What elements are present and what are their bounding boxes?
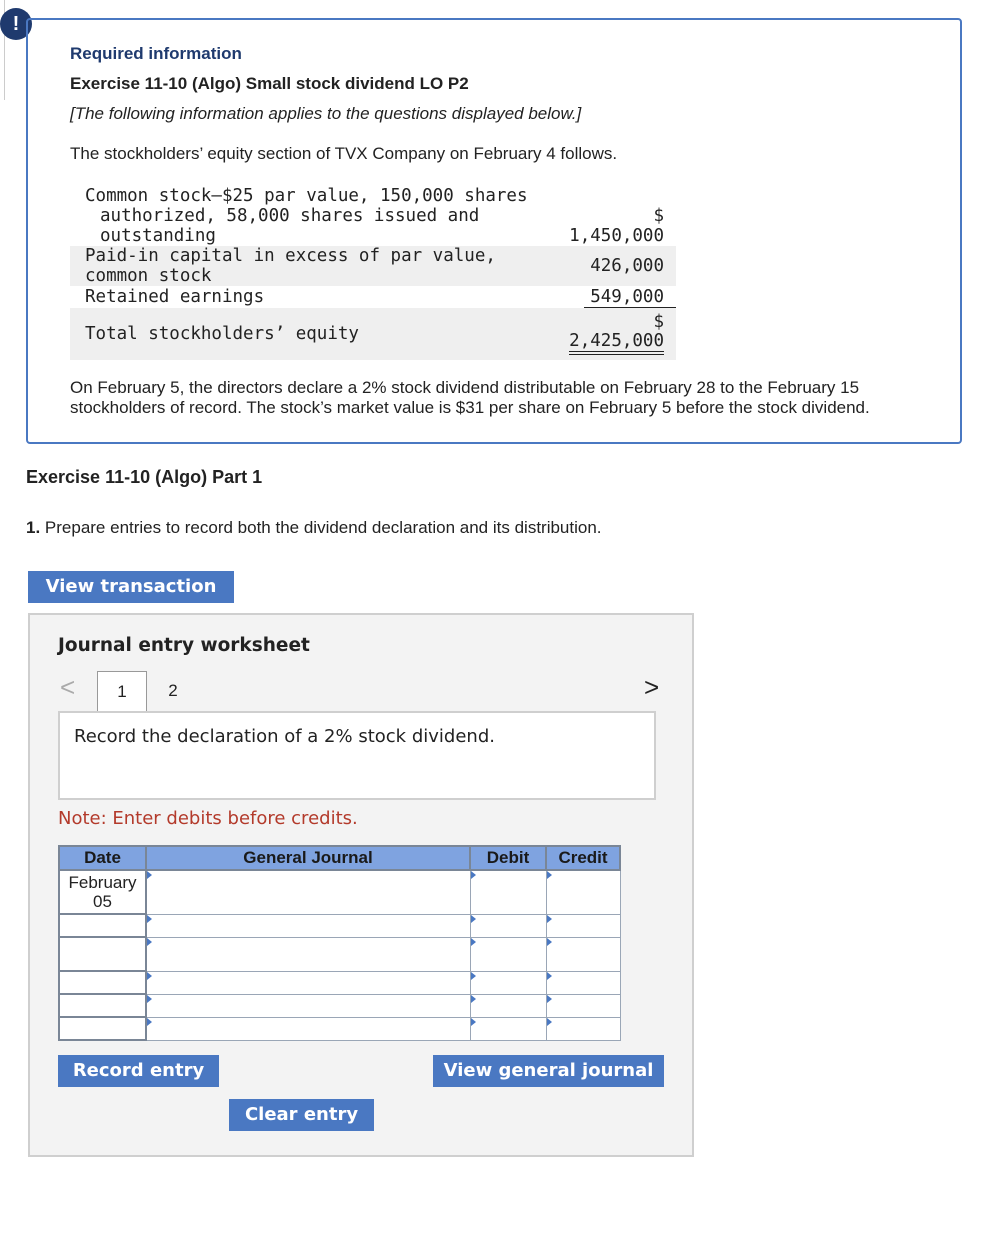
record-instruction-box <box>58 711 656 800</box>
intro-text: The stockholders’ equity section of TVX Company on February 4 follows. <box>70 144 618 163</box>
instruction <box>26 518 602 538</box>
column-general-journal: General Journal <box>146 846 470 870</box>
table-row <box>59 914 620 937</box>
worksheet-title: Journal entry worksheet <box>58 635 310 656</box>
total-equity-label: Total stockholders’ equity <box>85 324 359 344</box>
paid-in-line-2: common stock <box>85 266 212 286</box>
account-input[interactable] <box>146 870 470 914</box>
paid-in-amount: 426,000 <box>590 256 664 276</box>
column-date: Date <box>59 846 146 870</box>
clear-entry-button[interactable]: Clear entry <box>229 1099 374 1131</box>
debit-input[interactable] <box>470 937 546 971</box>
debit-input[interactable] <box>470 914 546 937</box>
debit-input[interactable] <box>470 1017 546 1040</box>
account-input[interactable] <box>146 937 470 971</box>
column-debit: Debit <box>470 846 546 870</box>
prev-page-icon[interactable]: < <box>60 672 76 702</box>
common-stock-dollar: $ <box>653 206 664 226</box>
table-row <box>59 994 620 1017</box>
date-cell <box>59 971 146 994</box>
alert-icon: ! <box>0 8 32 40</box>
total-equity-amount: 2,425,000 <box>569 331 664 355</box>
next-page-icon[interactable]: > <box>644 672 660 702</box>
exercise-title: Exercise 11-10 (Algo) Small stock dividend LO P2 <box>70 74 469 93</box>
equity-row-total <box>70 308 676 360</box>
record-entry-button[interactable]: Record entry <box>58 1055 219 1087</box>
equity-row-common-stock <box>70 186 676 248</box>
journal-header-row <box>59 846 620 870</box>
common-stock-amount: 1,450,000 <box>569 226 664 246</box>
view-general-journal-button[interactable]: View general journal <box>433 1055 664 1087</box>
instruction-text: Prepare entries to record both the dividend declaration and its distribution. <box>40 518 602 537</box>
table-row <box>59 937 620 971</box>
part-title: Exercise 11-10 (Algo) Part 1 <box>26 467 263 487</box>
credit-input[interactable] <box>546 1017 620 1040</box>
debit-input[interactable] <box>470 870 546 914</box>
table-row <box>59 1017 620 1040</box>
total-equity-dollar: $ <box>653 312 664 332</box>
credit-input[interactable] <box>546 971 620 994</box>
common-stock-line-1: Common stock—$25 par value, 150,000 shares <box>85 186 528 206</box>
table-row <box>59 971 620 994</box>
date-cell <box>59 994 146 1017</box>
debit-input[interactable] <box>470 994 546 1017</box>
date-cell <box>59 914 146 937</box>
equity-row-retained-earnings <box>70 286 676 308</box>
journal-table <box>58 845 621 1041</box>
credit-input[interactable] <box>546 914 620 937</box>
credit-input[interactable] <box>546 870 620 914</box>
date-cell <box>59 1017 146 1040</box>
account-input[interactable] <box>146 994 470 1017</box>
bracket-note: [The following information applies to the questions displayed below.] <box>70 104 582 123</box>
required-info-label: Required information <box>70 44 242 63</box>
page-tab-2[interactable]: 2 <box>168 681 178 700</box>
equity-row-paid-in-capital <box>70 246 676 286</box>
dividend-description: On February 5, the directors declare a 2% stock dividend distributable on February 28 to the February 15 stockholders of record. The stock’s market value is $31 per share on February 5 before the stock dividend. <box>70 378 870 417</box>
instruction-number: 1. <box>26 518 41 537</box>
account-input[interactable] <box>146 914 470 937</box>
debit-input[interactable] <box>470 971 546 994</box>
date-month: February <box>68 873 137 892</box>
retained-earnings-amount: 549,000 <box>584 287 676 309</box>
common-stock-line-2: authorized, 58,000 shares issued and <box>100 206 480 226</box>
page-tab-1[interactable]: 1 <box>97 671 147 713</box>
account-input[interactable] <box>146 1017 470 1040</box>
entry-note: Note: Enter debits before credits. <box>58 808 358 829</box>
date-day: 05 <box>93 892 112 911</box>
credit-input[interactable] <box>546 994 620 1017</box>
common-stock-line-3: outstanding <box>100 226 216 246</box>
table-row <box>59 870 620 914</box>
paid-in-line-1: Paid-in capital in excess of par value, <box>85 246 496 266</box>
date-cell <box>59 870 146 914</box>
column-credit: Credit <box>546 846 620 870</box>
account-input[interactable] <box>146 971 470 994</box>
credit-input[interactable] <box>546 937 620 971</box>
view-transaction-list-button[interactable]: View transaction <box>28 571 234 603</box>
retained-earnings-label: Retained earnings <box>85 287 265 307</box>
date-cell <box>59 937 146 971</box>
record-instruction-text: Record the declaration of a 2% stock dividend. <box>74 726 495 747</box>
